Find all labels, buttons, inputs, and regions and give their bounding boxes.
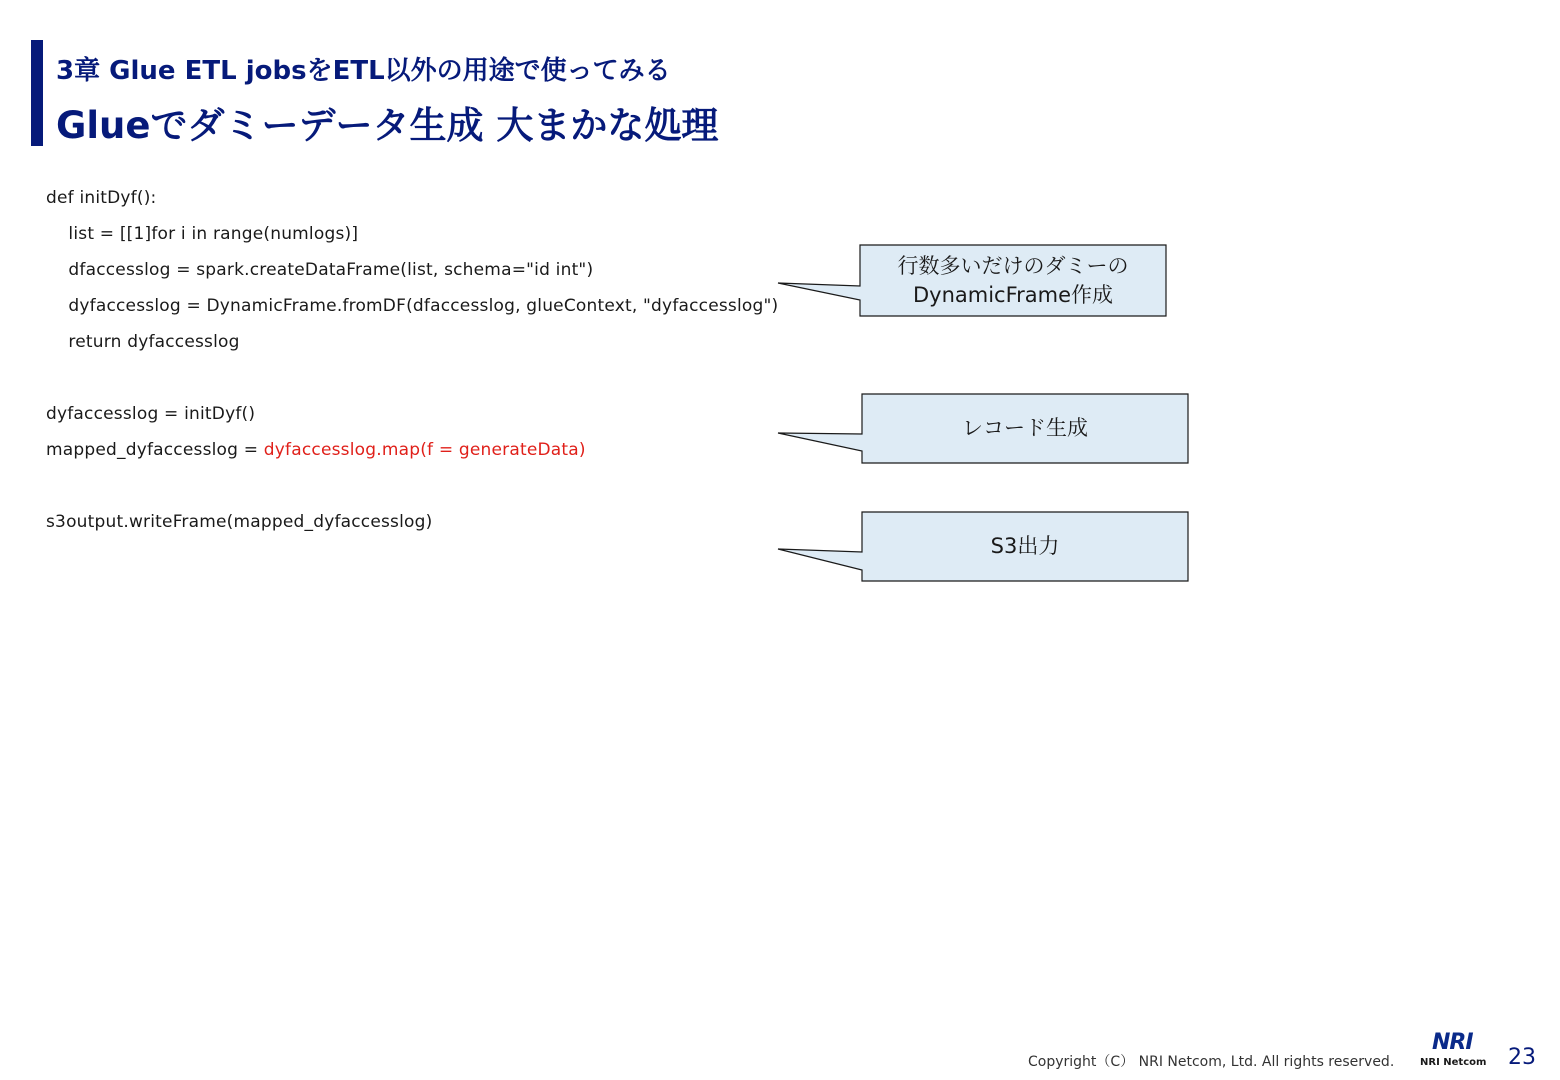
logo-company: NRI Netcom [1420, 1057, 1487, 1068]
code-line-write: s3output.writeFrame(mapped_dyfaccesslog) [46, 512, 433, 532]
code-line-def: def initDyf(): [46, 188, 157, 208]
code-map-prefix: mapped_dyfaccesslog = [46, 440, 264, 460]
logo-mark: NRI [1432, 1030, 1473, 1055]
callout-dynamicframe-line1: 行数多いだけのダミーの [897, 253, 1129, 278]
callout-record-generation: レコード生成 [962, 416, 1088, 441]
page-number: 23 [1508, 1045, 1536, 1070]
code-map-highlight: dyfaccesslog.map(f = generateData) [263, 440, 586, 460]
code-line-dataframe: dfaccesslog = spark.createDataFrame(list, schema="id int") [46, 260, 594, 280]
copyright-text: Copyright（C） NRI Netcom, Ltd. All rights reserved. [1028, 1054, 1395, 1070]
code-line-init-call: dyfaccesslog = initDyf() [46, 404, 256, 424]
page-title: Glueでダミーデータ生成 大まかな処理 [56, 104, 719, 147]
nri-netcom-logo [1420, 1030, 1490, 1072]
callout-dynamicframe [860, 245, 1166, 316]
code-line-list: list = [[1]for i in range(numlogs)] [46, 224, 359, 244]
code-line-dynamicframe: dyfaccesslog = DynamicFrame.fromDF(dfaccesslog, glueContext, "dyfaccesslog") [46, 296, 779, 316]
code-line-return: return dyfaccesslog [46, 332, 240, 352]
callout-dynamicframe-line2: DynamicFrame作成 [912, 282, 1114, 307]
chapter-heading: 3章 Glue ETL jobsをETL以外の用途で使ってみる [56, 56, 671, 86]
callout-s3-output: S3出力 [990, 534, 1060, 559]
